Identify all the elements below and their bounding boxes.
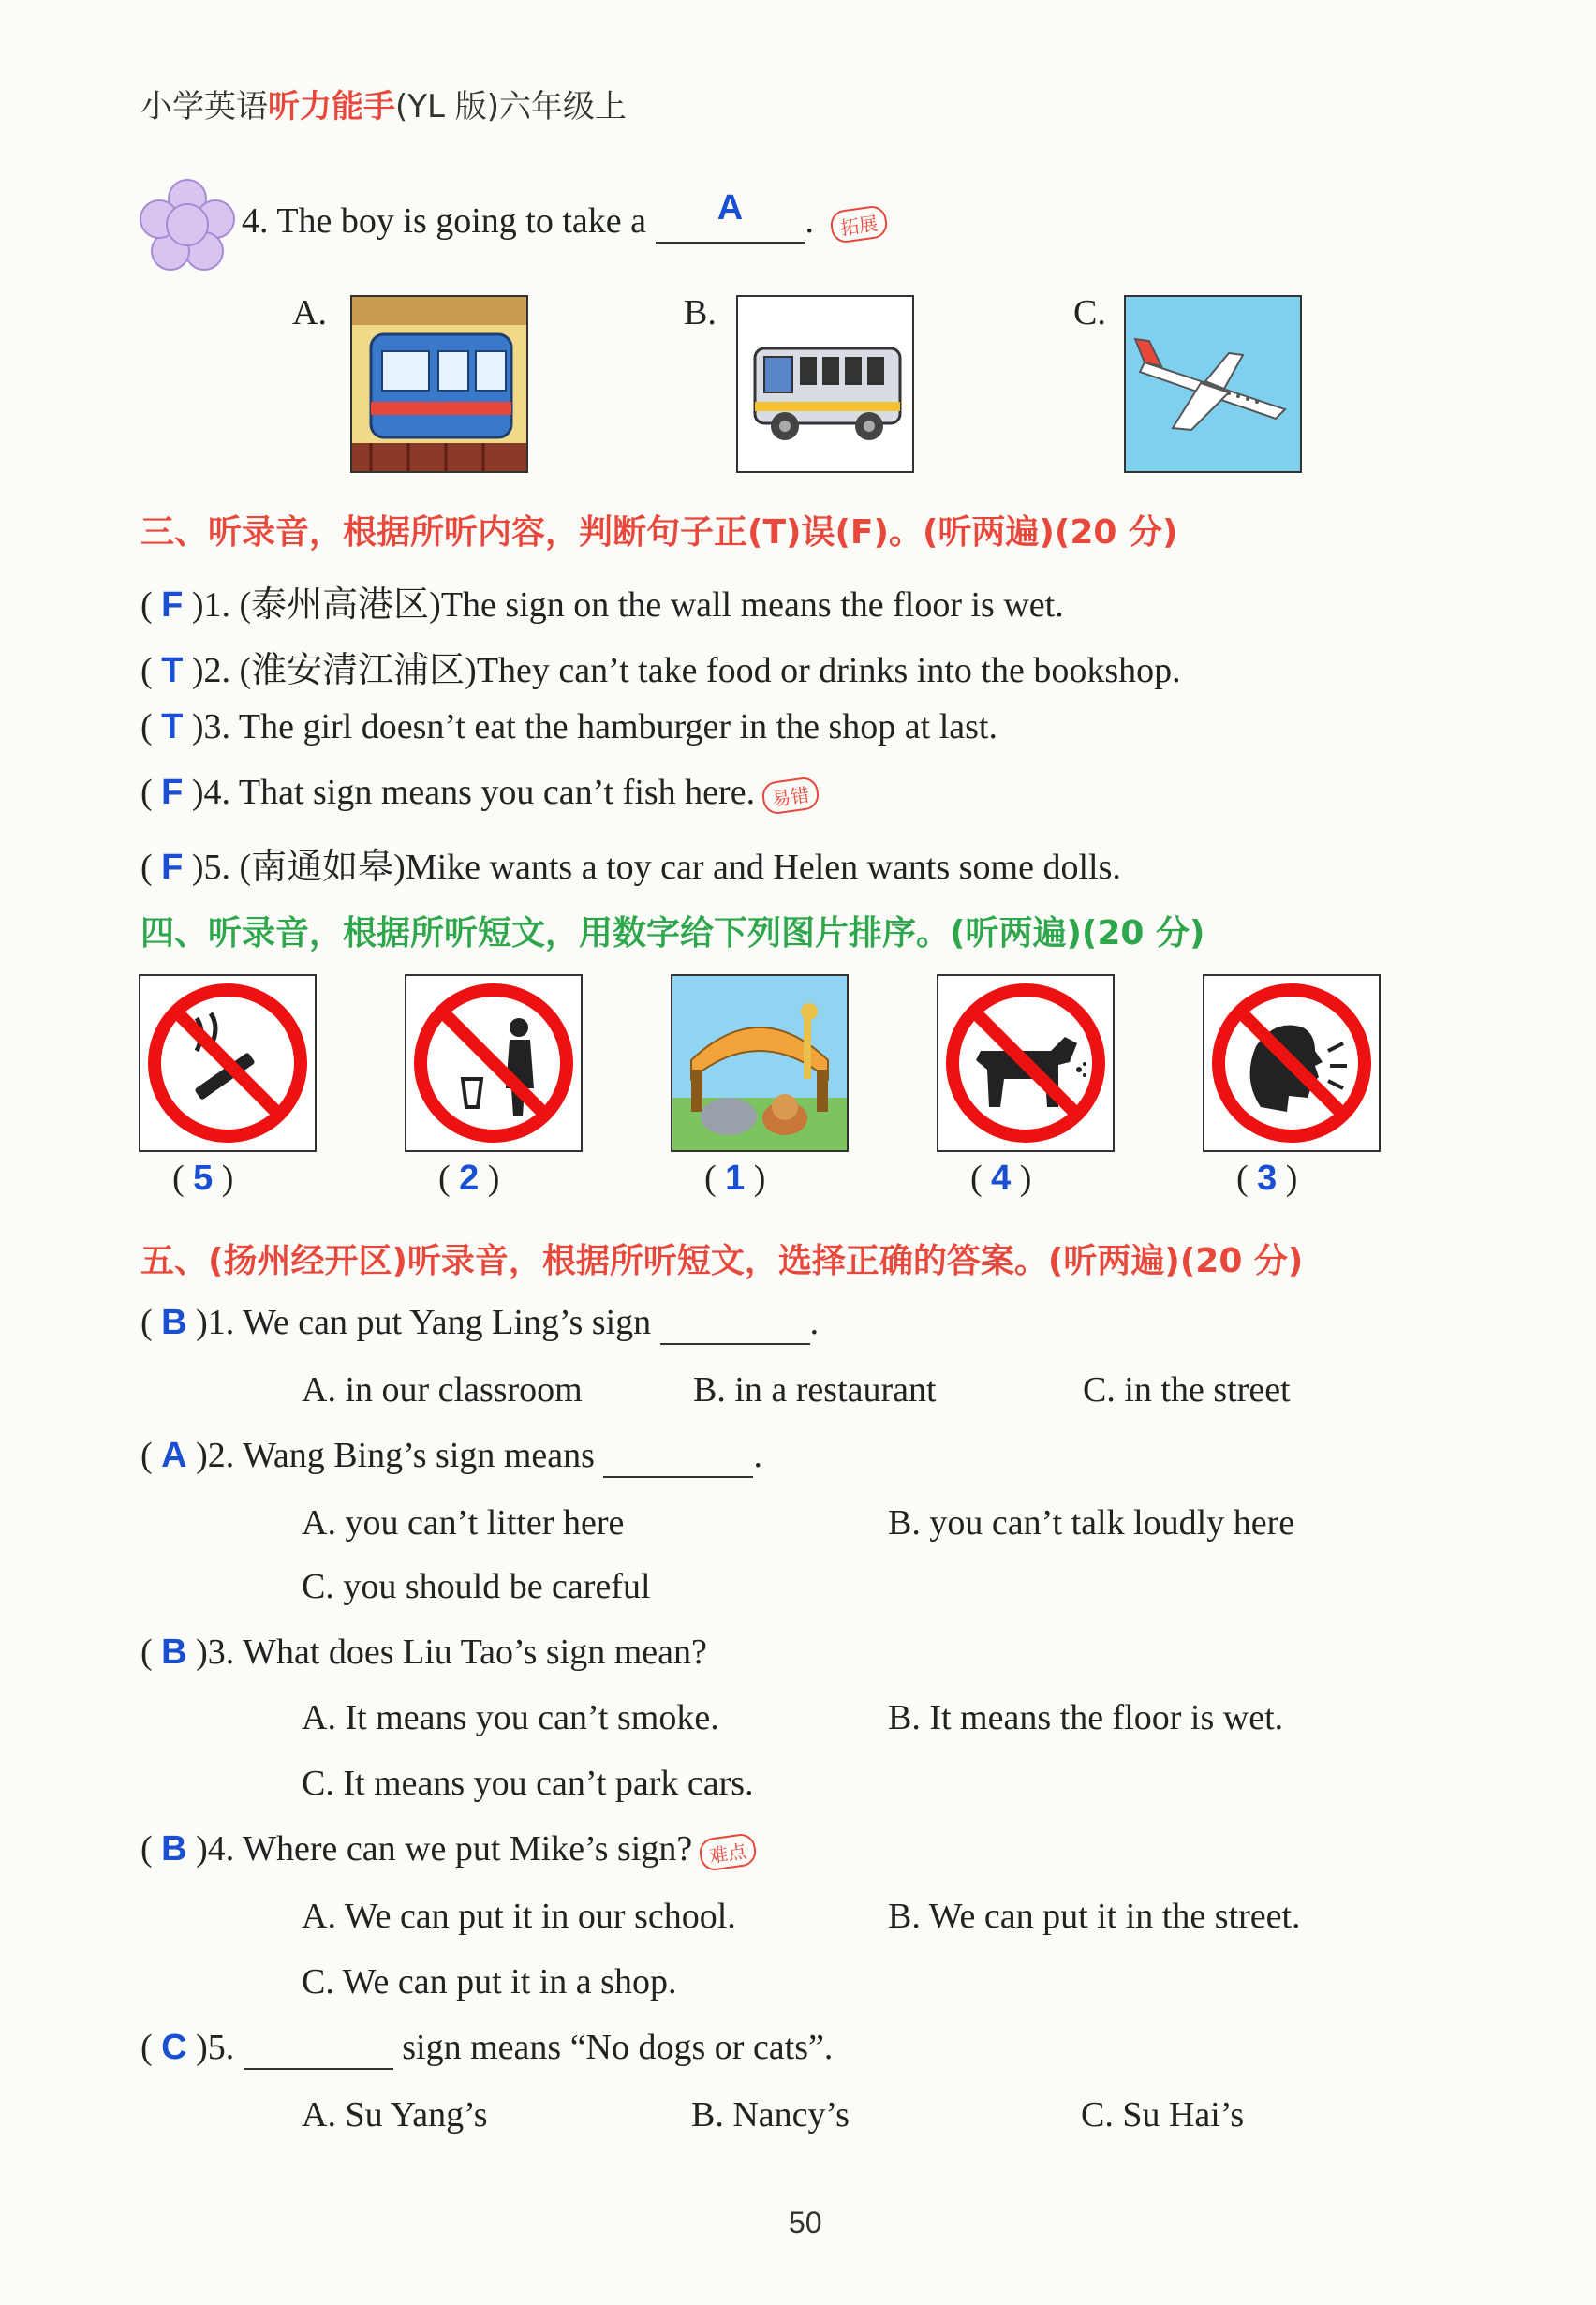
header-brand: 听力能手 [268, 88, 395, 126]
s5-q5-answer: C [161, 2028, 187, 2067]
s3-tag-4: 易错 [761, 776, 820, 816]
q4-number: 4. [242, 201, 269, 241]
page-header [140, 81, 627, 126]
s3-answer-3: T [161, 707, 184, 746]
s3-text-1: (泰州高港区)The sign on the wall means the floor is wet. [239, 585, 1064, 625]
plane-icon [1124, 295, 1302, 473]
s4-answer-4: 4 [991, 1159, 1012, 1198]
q4-option-c-label: C. [1073, 293, 1106, 332]
s5-q5: ( C )5. sign means “No dogs or cats”. [140, 2027, 833, 2070]
s5-q4-num: )4. [196, 1829, 235, 1869]
s5-q3-stem: What does Liu Tao’s sign mean? [243, 1633, 707, 1672]
s5-q2-option-b: B. you can’t talk loudly here [888, 1503, 1295, 1543]
s5-q4-tag: 难点 [698, 1832, 758, 1872]
s3-answer-1: F [161, 585, 184, 625]
s4-order-3: ( 1 ) [704, 1159, 766, 1198]
s5-q2-blank [603, 1435, 753, 1478]
s5-q3: ( B )3. What does Liu Tao’s sign mean? [140, 1633, 707, 1672]
s3-num-5: )5. [191, 848, 231, 887]
s5-q2: ( A )2. Wang Bing’s sign means . [140, 1435, 762, 1478]
s3-num-3: )3. [191, 707, 231, 746]
s5-q2-option-a: A. you can’t litter here [302, 1503, 625, 1543]
s5-q4-answer: B [161, 1829, 187, 1869]
s5-q5-option-c: C. Su Hai’s [1081, 2095, 1245, 2135]
no-loud-talking-icon [1203, 974, 1381, 1152]
s5-q2-num: )2. [196, 1436, 235, 1475]
page-number: 50 [789, 2206, 822, 2239]
q4-blank [656, 188, 805, 244]
zoo-icon [671, 974, 849, 1152]
s4-order-5: ( 3 ) [1236, 1159, 1298, 1198]
bus-icon [736, 295, 914, 473]
s5-q4-option-b: B. We can put it in the street. [888, 1897, 1301, 1936]
flower-icon [139, 178, 236, 272]
s5-q1-option-c: C. in the street [1083, 1370, 1291, 1410]
no-littering-icon [405, 974, 583, 1152]
s3-text-4: That sign means you can’t fish here. [238, 773, 756, 812]
s5-q4-stem: Where can we put Mike’s sign? [243, 1829, 693, 1869]
s3-text-3: The girl doesn’t eat the hamburger in the shop at last. [238, 707, 998, 746]
s3-text-2: (淮安清江浦区)They can’t take food or drinks into the bookshop. [239, 651, 1181, 690]
section5-title-prefix: 五、(扬州经开区) [140, 1242, 407, 1280]
s3-text-5: (南通如皋)Mike wants a toy car and Helen wants some dolls. [239, 848, 1121, 887]
s5-q5-blank [244, 2027, 393, 2070]
s5-q3-option-c: C. It means you can’t park cars. [302, 1764, 754, 1803]
s5-q1-answer: B [161, 1303, 187, 1342]
s4-answer-3: 1 [725, 1159, 746, 1198]
s3-answer-2: T [161, 651, 184, 690]
s5-q3-num: )3. [196, 1633, 235, 1672]
s4-order-2: ( 2 ) [438, 1159, 500, 1198]
s4-order-4: ( 4 ) [970, 1159, 1032, 1198]
section5-title [140, 1234, 1303, 1282]
q4-line: 4. The boy is going to take a A . 拓展 [242, 200, 887, 244]
s3-answer-4: F [161, 773, 184, 812]
s3-item-3: ( T )3. The girl doesn’t eat the hamburger in the shop at last. [140, 707, 998, 746]
s3-num-1: )1. [191, 585, 231, 625]
s4-order-1: ( 5 ) [172, 1159, 234, 1198]
s5-q3-option-b: B. It means the floor is wet. [888, 1698, 1284, 1737]
s5-q2-option-c: C. you should be careful [302, 1567, 651, 1606]
s3-num-2: )2. [191, 651, 231, 690]
s5-q1-num: )1. [196, 1303, 235, 1342]
s5-q1-option-b: B. in a restaurant [693, 1370, 937, 1410]
s5-q3-answer: B [161, 1633, 187, 1672]
s4-answer-5: 3 [1257, 1159, 1278, 1198]
no-dogs-icon [937, 974, 1115, 1152]
section5-title-text: 听录音，根据所听短文，选择正确的答案。(听两遍)(20 分) [406, 1242, 1304, 1280]
s5-q2-answer: A [161, 1436, 187, 1475]
s4-answer-1: 5 [193, 1159, 214, 1198]
s5-q2-stem: Wang Bing’s sign means [243, 1436, 595, 1475]
s5-q4-option-c: C. We can put it in a shop. [302, 1962, 677, 2002]
header-prefix: 小学英语 [140, 88, 268, 126]
s5-q1: ( B )1. We can put Yang Ling’s sign . [140, 1302, 819, 1345]
q4-stem: The boy is going to take a [276, 201, 647, 241]
q4-answer: A [717, 188, 744, 228]
s5-q5-option-a: A. Su Yang’s [302, 2095, 488, 2135]
q4-tag: 拓展 [828, 204, 888, 244]
s5-q3-option-a: A. It means you can’t smoke. [302, 1698, 719, 1737]
s4-answer-2: 2 [459, 1159, 480, 1198]
s5-q4: ( B )4. Where can we put Mike’s sign? 难点 [140, 1828, 756, 1869]
s5-q1-blank [660, 1302, 810, 1345]
s5-q1-stem: We can put Yang Ling’s sign [243, 1303, 652, 1342]
s3-item-1: ( F )1. (泰州高港区)The sign on the wall means the floor is wet. [140, 585, 1064, 625]
s3-item-4: ( F )4. That sign means you can’t fish here. 易错 [140, 772, 819, 813]
s3-item-5: ( F )5. (南通如皋)Mike wants a toy car and Helen wants some dolls. [140, 848, 1121, 887]
no-smoking-icon [139, 974, 317, 1152]
section4-title: 四、听录音，根据所听短文，用数字给下列图片排序。(听两遍)(20 分) [140, 914, 1205, 953]
train-icon [350, 295, 528, 473]
s5-q5-stem: sign means “No dogs or cats”. [402, 2028, 834, 2067]
s5-q5-num: )5. [196, 2028, 235, 2067]
s3-item-2: ( T )2. (淮安清江浦区)They can’t take food or drinks into the bookshop. [140, 651, 1181, 690]
section3-title: 三、听录音，根据所听内容，判断句子正(T)误(F)。(听两遍)(20 分) [140, 513, 1178, 552]
q4-option-a-label: A. [292, 293, 327, 332]
s5-q4-option-a: A. We can put it in our school. [302, 1897, 736, 1936]
s3-num-4: )4. [191, 773, 231, 812]
s3-answer-5: F [161, 848, 184, 887]
q4-option-b-label: B. [684, 293, 717, 332]
s5-q1-option-a: A. in our classroom [302, 1370, 583, 1410]
header-suffix: (YL 版)六年级上 [395, 88, 628, 126]
s5-q5-option-b: B. Nancy’s [691, 2095, 850, 2135]
